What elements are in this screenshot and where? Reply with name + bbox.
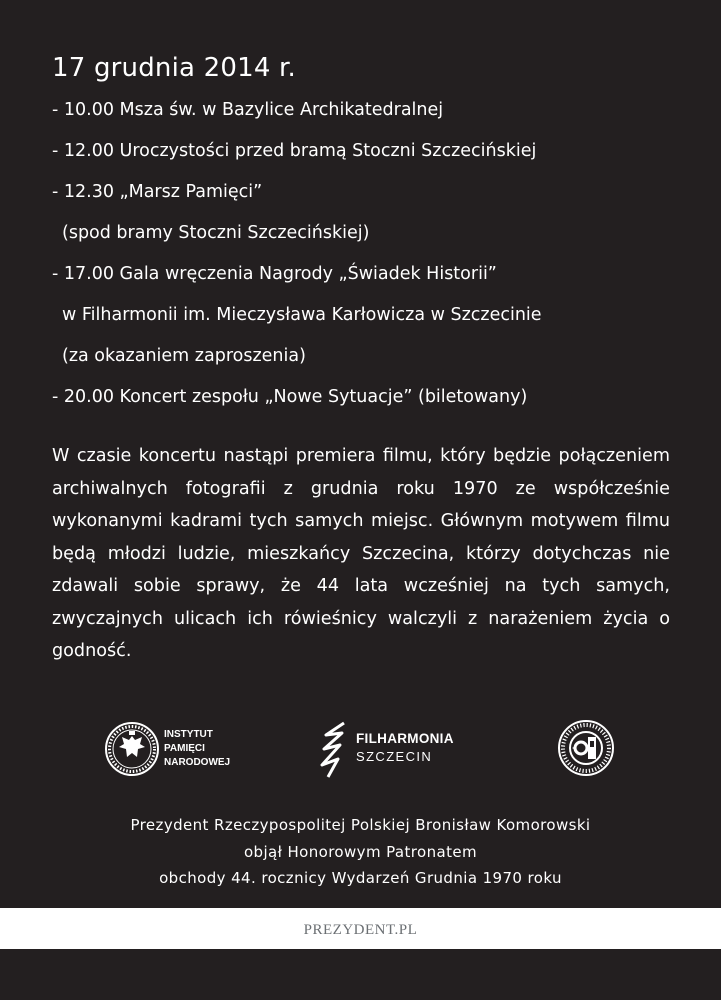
schedule-item-march-note: (spod bramy Stoczni Szczecińskiej) bbox=[62, 223, 370, 243]
ipn-line-3: NARODOWEJ bbox=[164, 757, 231, 768]
schedule-item-march: - 12.30 „Marsz Pamięci” bbox=[52, 182, 263, 202]
schedule-item-mass: - 10.00 Msza św. w Bazylice Archikatedralnej bbox=[52, 100, 444, 120]
ipn-line-1: INSTYTUT bbox=[164, 729, 213, 740]
patronage-line-1: Prezydent Rzeczypospolitej Polskiej Bronisław Komorowski bbox=[130, 816, 591, 834]
ipn-line-2: PAMIĘCI bbox=[164, 743, 205, 754]
association-badge-icon bbox=[556, 717, 616, 779]
patronage-line-2: objął Honorowym Patronatem bbox=[243, 842, 478, 861]
prezydent-link[interactable]: PREZYDENT.PL bbox=[303, 922, 418, 938]
schedule-item-concert: - 20.00 Koncert zespołu „Nowe Sytuacje” (biletowany) bbox=[52, 387, 528, 407]
schedule-item-gala: - 17.00 Gala wręczenia Nagrody „Świadek Historii” bbox=[52, 264, 497, 284]
ipn-logo bbox=[104, 720, 254, 780]
filharmonia-mark-icon bbox=[318, 721, 352, 779]
association-logo bbox=[556, 717, 616, 783]
event-schedule bbox=[52, 90, 692, 418]
schedule-item-gala-note: (za okazaniem zaproszenia) bbox=[62, 346, 306, 366]
event-date-heading: 17 grudnia 2014 r. bbox=[52, 53, 297, 83]
footer-bar bbox=[0, 908, 721, 949]
schedule-item-gala-venue: w Filharmonii im. Mieczysława Karłowicza w Szczecinie bbox=[62, 305, 542, 325]
schedule-item-ceremony: - 12.00 Uroczystości przed bramą Stoczni Szczecińskiej bbox=[52, 141, 537, 161]
film-description: W czasie koncertu nastąpi premiera filmu, który będzie połączeniem archiwalnych fotografii z grudnia roku 1970 ze współcześnie wykonanymi kadrami tych samych miejsc. Głównym motywem filmu będą młodzi ludzie, mieszkańcy Szczecina, którzy dotychczas nie zdawali sobie sprawy, że 44 lata wcześniej na tych samych, zwyczajnych ulicach ich rówieśnicy walczyli z narażeniem życia o godność. bbox=[52, 446, 670, 661]
partner-logos bbox=[0, 715, 721, 785]
patronage-line-3: obchody 44. rocznicy Wydarzeń Grudnia 1970 roku bbox=[159, 869, 562, 887]
filharmonia-city: SZCZECIN bbox=[356, 749, 433, 764]
eagle-seal-icon bbox=[104, 720, 160, 778]
honorary-patronage bbox=[0, 812, 721, 892]
filharmonia-logo bbox=[318, 721, 478, 779]
filharmonia-name: FILHARMONIA bbox=[356, 731, 454, 746]
